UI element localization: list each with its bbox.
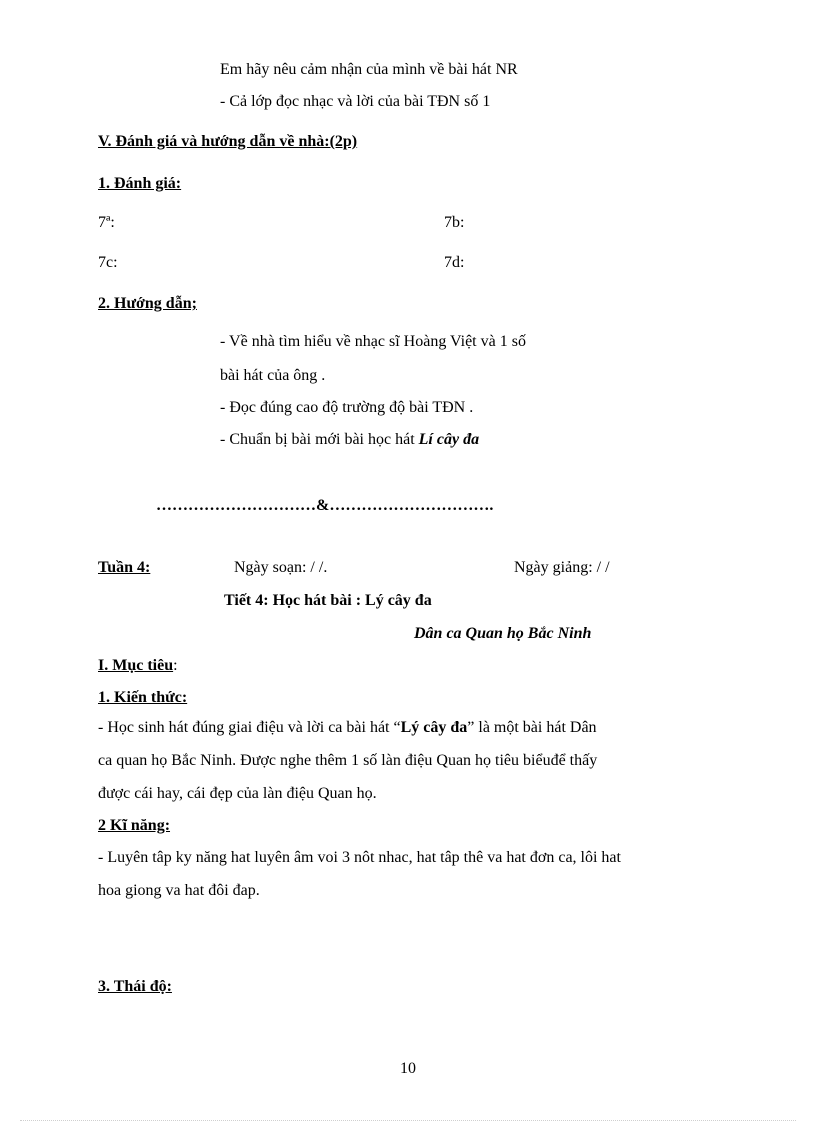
guidance-line-4 <box>220 430 479 450</box>
teach-date: Ngày giảng: / / <box>514 559 610 576</box>
section-separator: …………………………&…………………………. <box>156 497 494 514</box>
page-number: 10 <box>400 1060 416 1077</box>
objectives-heading <box>98 656 178 676</box>
song-title: Lý cây đa <box>400 719 468 736</box>
class-7b-label: 7b: <box>444 214 465 231</box>
page-bottom-border <box>20 1120 796 1121</box>
knowledge-line-1 <box>98 718 597 738</box>
objectives-heading-text: I. Mục tiêu <box>98 657 174 674</box>
knowledge-line-1-c: ” là một bài hát Dân <box>467 719 597 736</box>
next-song-title: Lí cây đa <box>418 431 480 448</box>
task-line-2: - Cả lớp đọc nhạc và lời của bài TĐN số 1 <box>220 93 491 110</box>
knowledge-line-2: ca quan họ Bắc Ninh. Được nghe thêm 1 số làn điệu Quan họ tiêu biểuđể thấy <box>98 752 598 769</box>
knowledge-line-1-a: - Học sinh hát đúng giai điệu và lời ca bài hát “ <box>98 719 401 736</box>
guidance-line-3: - Đọc đúng cao độ trường độ bài TĐN . <box>220 399 474 416</box>
skills-line-1: - Luyên tâp ky năng hat luyên âm voi 3 nôt nhac, hat tâp thê va hat đơn ca, lôi hat <box>98 849 621 866</box>
evaluation-heading: 1. Đánh giá: <box>98 175 182 192</box>
guidance-line-1: - Về nhà tìm hiểu về nhạc sĩ Hoàng Việt và 1 số <box>220 333 526 350</box>
prep-date: Ngày soạn: / /. <box>234 559 328 576</box>
attitude-heading: 3. Thái độ: <box>98 978 172 995</box>
skills-line-2: hoa giong va hat đôi đap. <box>98 882 260 899</box>
lesson-subtitle: Dân ca Quan họ Bắc Ninh <box>414 625 592 642</box>
knowledge-line-3: được cái hay, cái đẹp của làn điệu Quan họ. <box>98 785 377 802</box>
class-7a-label: 7ª: <box>98 214 115 231</box>
week-label: Tuần 4: <box>98 559 151 576</box>
guidance-heading: 2. Hướng dẫn; <box>98 295 197 312</box>
knowledge-heading: 1. Kiến thức: <box>98 689 188 706</box>
objectives-heading-colon: : <box>173 657 178 674</box>
guidance-line-2: bài hát của ông . <box>220 367 326 384</box>
guidance-line-4-prefix: - Chuẩn bị bài mới bài học hát <box>220 431 419 448</box>
task-line-1: Em hãy nêu cảm nhận của mình về bài hát NR <box>220 61 518 78</box>
skills-heading: 2 Kĩ năng: <box>98 817 171 834</box>
class-7d-label: 7d: <box>444 254 465 271</box>
lesson-title: Tiết 4: Học hát bài : Lý cây đa <box>224 592 432 609</box>
class-7c-label: 7c: <box>98 254 118 271</box>
section-heading-assessment: V. Đánh giá và hướng dẫn về nhà:(2p) <box>98 133 358 150</box>
